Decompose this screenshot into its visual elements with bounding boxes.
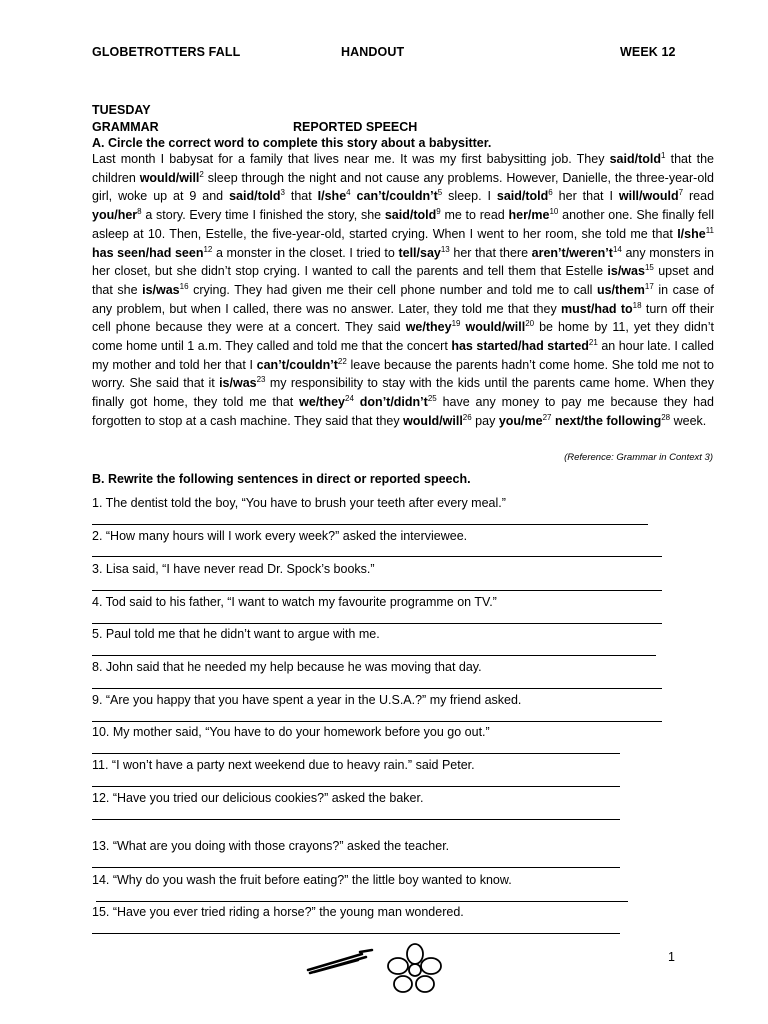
answer-line[interactable] [92,786,620,787]
exercise-item: 2. “How many hours will I work every week?” asked the interviewee. [92,529,468,543]
exercise-item: 11. “I won’t have a party next weekend due to heavy rain.” said Peter. [92,758,475,772]
answer-line[interactable] [92,655,656,656]
exercise-item: 9. “Are you happy that you have spent a year in the U.S.A.?” my friend asked. [92,693,522,707]
answer-line[interactable] [92,524,648,525]
answer-line[interactable] [92,721,662,722]
exercise-item: 3. Lisa said, “I have never read Dr. Spock’s books.” [92,562,375,576]
story-paragraph: Last month I babysat for a family that lives near me. It was my first babysitting job. They said/told$^1$ that the children would/will$^2$ sleep through the night and not cause any problems. However, Danielle, the three-year-old girl, woke up at 9 and said/told$^3$ that I/she$^4$ $can’t/couldn’t^5$ sleep. I said/told$^6$ her that I will/would$^7$ read you/her$^8$ a story. Every time I finished the story, she said/told$^9$ me to read her/$me^{10}$ another one. She finally fell asleep at 10. Then, Estelle, the five-year-old, started crying. When I went to her room, she told me that I/she$^{11}$ has seen/had seen$^{12}$ a monster in the closet. I tried to tell/say$^{13}$ her that there $aren’t/weren’t^{14}$ any monsters in her closet, but she didn’t stop crying. I wanted to call the parents and tell them that Estelle is/was$^{15}$ upset and that she is/was$^{16}$ crying. They had given me their cell phone number and told me to call us/them$^{17}$ in case of any problem, but when I called, there was no answer. Later, they told me that they must/had $to^{18}$ turn off their cell phone because they were at a concert. They said we/they$^{19}$ would/will$^{20}$ be home by 11, yet they didn’t come home until 1 a.m. They called and told me that the concert has started/had started$^{21}$ an hour late. I called my mother and told her that I $can’t/couldn’t^{22}$ leave because the parents hadn’t come home. She told me not to worry. She said that it is/was$^{23}$ my responsibility to stay with the kids until the parents came home. When they finally got home, they told me that we/they$^{24}$ $don’t/didn’t^{25}$ have any money to pay me because they had forgotten to stop at a cash machine. They said that they would/will$^{26}$ pay you/$me^{27}$ next/the following$^{28}$ week. [92,150,715,428]
answer-line[interactable] [92,623,662,624]
answer-line[interactable] [92,867,620,868]
answer-line[interactable] [92,688,662,689]
header-week: WEEK 12 [620,45,676,59]
topic-label: REPORTED SPEECH [293,120,418,134]
exercise-item: 1. The dentist told the boy, “You have to brush your teeth after every meal.” [92,496,506,510]
exercise-item: 5. Paul told me that he didn’t want to argue with me. [92,627,380,641]
answer-line[interactable] [92,933,620,934]
part-b-instruction: B. Rewrite the following sentences in direct or reported speech. [92,472,471,486]
exercise-item: 14. “Why do you wash the fruit before eating?” the little boy wanted to know. [92,873,512,887]
exercise-item: 15. “Have you ever tried riding a horse?” the young man wondered. [92,905,464,919]
exercise-item: 4. Tod said to his father, “I want to watch my favourite programme on TV.” [92,595,497,609]
answer-line[interactable] [96,901,628,902]
exercise-item: 13. “What are you doing with those crayons?” asked the teacher. [92,839,450,853]
flower-doodle-icon [385,940,445,1000]
part-a-instruction: A. Circle the correct word to complete this story about a babysitter. [92,136,492,150]
exercise-item: 10. My mother said, “You have to do your homework before you go out.” [92,725,490,739]
exercise-item: 8. John said that he needed my help because he was moving that day. [92,660,482,674]
answer-line[interactable] [92,819,620,820]
reference-note: (Reference: Grammar in Context 3) [564,452,713,463]
answer-line[interactable] [92,753,620,754]
answer-line[interactable] [92,590,662,591]
exercise-item: 12. “Have you tried our delicious cookies?” asked the baker. [92,791,424,805]
page-number: 1 [668,950,675,964]
scribble-icon [300,940,380,980]
answer-line[interactable] [92,556,662,557]
header-handout: HANDOUT [341,45,405,59]
section-label: GRAMMAR [92,120,159,134]
header-course: GLOBETROTTERS FALL [92,45,241,59]
day-label: TUESDAY [92,103,151,117]
